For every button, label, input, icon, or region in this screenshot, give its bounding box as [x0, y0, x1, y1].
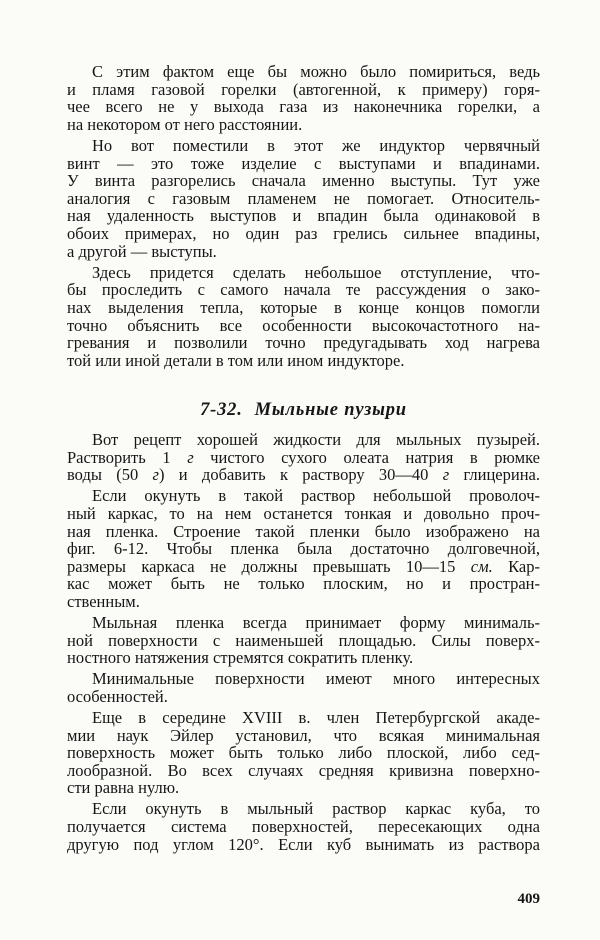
text-line: ная пленка. Строение такой пленки было изображено на — [67, 521, 540, 541]
paragraph — [67, 614, 540, 667]
text-line: ной поверхности с наименьшей площадью. Силы поверх- — [67, 630, 540, 650]
text-line: точно объяснить все особенности высокочастотного на- — [67, 315, 540, 335]
text-line: чее всего не у выхода газа из наконечника горелки, а — [67, 97, 540, 117]
text-segment: размеры каркаса не должны превышать 10—15 — [67, 556, 471, 576]
text-line: ный каркас, то на нем останется тонкая и довольно проч- — [67, 503, 540, 523]
text-line: лообразной. Во всех случаях средняя кривизна поверхно- — [67, 760, 540, 780]
text-line: Вот рецепт хорошей жидкости для мыльных пузырей. — [92, 430, 540, 450]
text-line: кас может быть не только плоским, но и простран- — [67, 574, 540, 594]
text-line: Если окунуть в мыльный раствор каркас куба, то — [92, 799, 540, 819]
unit-gram: г — [152, 465, 159, 485]
paragraph — [67, 800, 540, 853]
text-line: получается система поверхностей, пересекающих одна — [67, 817, 540, 837]
text-line: винт — это тоже изделие с выступами и впадинами. — [67, 153, 540, 173]
unit-gram: г — [187, 447, 194, 467]
text-line: Мыльная пленка всегда принимает форму минималь- — [92, 613, 540, 632]
text-line: У винта разгорелись сначала именно выступы. Тут уже — [67, 171, 540, 191]
text-segment: Кар- — [492, 556, 540, 576]
section-number: 7-32. — [200, 399, 243, 420]
text-segment: глицерина. — [449, 465, 540, 485]
text-line: а другой — выступы. — [67, 241, 217, 261]
text-line: другую под углом 120°. Если куб вынимать из раствора — [67, 834, 540, 854]
paragraph — [67, 670, 540, 705]
paragraph — [67, 264, 540, 370]
text-line — [67, 466, 540, 484]
text-line — [67, 558, 540, 576]
text-line: той или иной детали в том или ином индукторе. — [67, 350, 405, 370]
text-line: бы проследить с самого начала те рассуждения о зако- — [67, 280, 540, 300]
text-line — [67, 449, 540, 467]
text-line: Если окунуть в такой раствор небольшой проволоч- — [92, 486, 540, 506]
text-line: ностного натяжения стремятся сократить пленку. — [67, 648, 414, 668]
text-line: мии наук Эйлер установил, что всякая минимальная — [67, 725, 540, 745]
text-line: ственным. — [67, 591, 140, 611]
section-heading — [67, 398, 540, 422]
text-segment: чистого сухого олеата натрия в рюмке — [193, 447, 541, 467]
text-line: особенностей. — [67, 686, 168, 706]
section-title: Мыльные пузыри — [254, 399, 407, 420]
paragraph — [67, 709, 540, 797]
text-line: обоих примерах, но один раз грелись сильнее впадины, — [67, 224, 540, 244]
text-line: С этим фактом еще бы можно было помириться, ведь — [92, 62, 540, 82]
text-line: Здесь придется сделать небольшое отступление, что- — [92, 262, 540, 282]
page-text — [67, 63, 540, 857]
text-line: на некотором от него расстоянии. — [67, 114, 303, 134]
text-line: ная удаленность выступов и впадин была одинаковой в — [67, 206, 540, 226]
text-segment: ) и добавить к раствору 30—40 — [158, 465, 443, 485]
text-line: фиг. 6-12. Чтобы пленка была достаточно долговечной, — [67, 539, 540, 559]
paragraph — [67, 63, 540, 133]
text-segment: воды (50 — [67, 465, 153, 485]
text-line: поверхность может быть только либо плоской, либо сед- — [67, 743, 540, 763]
text-line: гревания и позволили точно предугадывать ход нагрева — [67, 333, 540, 353]
paragraph — [67, 487, 540, 610]
page-number: 409 — [517, 891, 540, 907]
unit-gram: г — [442, 465, 450, 485]
text-segment: Растворить 1 — [67, 447, 188, 467]
text-line: Еще в середине XVIII в. член Петербургской акаде- — [92, 707, 540, 727]
text-line: нах выделения тепла, которые в конце концов помогли — [67, 297, 540, 317]
unit-centimeter: см. — [470, 556, 493, 576]
text-line: и пламя газовой горелки (автогенной, к примеру) горя- — [67, 79, 540, 99]
paragraph — [67, 431, 540, 484]
text-line: Минимальные поверхности имеют много интересных — [92, 669, 540, 689]
text-line: Но вот поместили в этот же индуктор червячный — [92, 136, 540, 156]
paragraph — [67, 137, 540, 260]
text-line: аналогия с газовым пламенем не помогает. Относитель- — [67, 188, 540, 208]
text-line: сти равна нулю. — [67, 778, 180, 798]
